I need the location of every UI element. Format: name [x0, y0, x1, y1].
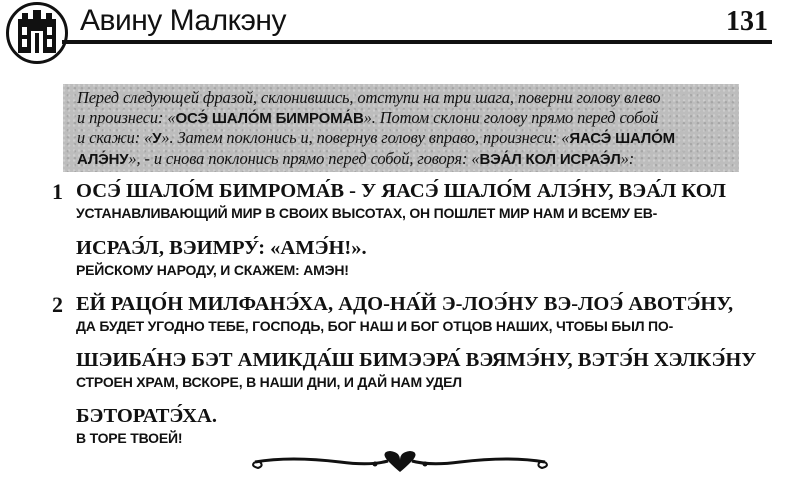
section-number: 2 — [52, 292, 63, 317]
translation-line: УСТАНАВЛИВАЮЩИЙ МИР В СВОИХ ВЫСОТАХ, ОН ПОШЛЕТ МИР НАМ И ВСЕМУ ЕВ- — [76, 205, 658, 221]
transliteration-line: ОСЭ́ ШАЛО́М БИМРОМА́В - У ЯАСЭ́ ШАЛО́М АЛЭ́НУ, ВЭА́Л КОЛ — [76, 180, 726, 202]
transliteration-line: ЕЙ РАЦО́Н МИЛФАНЭ́ХА, АДО-НА́Й Э-ЛОЭ́НУ ВЭ-ЛОЭ́ АВОТЭ́НУ, — [76, 293, 734, 315]
instruction-box — [63, 84, 739, 172]
transliteration-line: БЭТОРАТЭ́ХА. — [76, 405, 217, 427]
transliteration-line: ИСРАЭ́Л, ВЭИМРУ́: «АМЭ́Н!». — [76, 237, 367, 259]
instruction-line: и произнеси: «ОСЭ́ ШАЛО́М БИМРОМА́В». Потом склони голову прямо перед собой — [77, 107, 659, 127]
translation-line: В ТОРЕ ТВОЕЙ! — [76, 430, 183, 446]
instruction-line: АЛЭ́НУ», - и снова поклонись прямо перед собой, говоря: «ВЭА́Л КОЛ ИСРАЭ́Л»: — [77, 148, 635, 168]
instruction-line: и скажи: «У». Затем поклонись и, повернув голову вправо, произнеси: «ЯАСЭ́ ШАЛО́М — [77, 128, 675, 147]
instruction-line: Перед следующей фразой, склонившись, отступи на три шага, поверни голову влево — [77, 88, 661, 107]
transliteration-line: ШЭИБА́НЭ БЭТ АМИКДА́Ш БИМЭЭРА́ ВЭЯМЭ́НУ, ВЭТЭ́Н ХЭЛКЭ́НУ — [76, 349, 757, 371]
translation-line: ДА БУДЕТ УГОДНО ТЕБЕ, ГОСПОДЬ, БОГ НАШ И БОГ ОТЦОВ НАШИХ, ЧТОБЫ БЫЛ ПО- — [76, 318, 674, 334]
section-number: 1 — [52, 179, 63, 204]
translation-line: РЕЙСКОМУ НАРОДУ, И СКАЖЕМ: АМЭН! — [76, 262, 349, 278]
page-number: 131 — [726, 6, 768, 37]
page-header — [0, 0, 800, 70]
scroll-ornament-icon — [250, 446, 550, 481]
header-rule — [62, 40, 772, 44]
translation-line: СТРОЕН ХРАМ, ВСКОРЕ, В НАШИ ДНИ, И ДАЙ НАМ УДЕЛ — [76, 374, 462, 390]
temple-gate-icon — [6, 2, 68, 64]
header-title: Авину Малкэну — [80, 4, 286, 37]
instruction-text — [77, 88, 725, 169]
